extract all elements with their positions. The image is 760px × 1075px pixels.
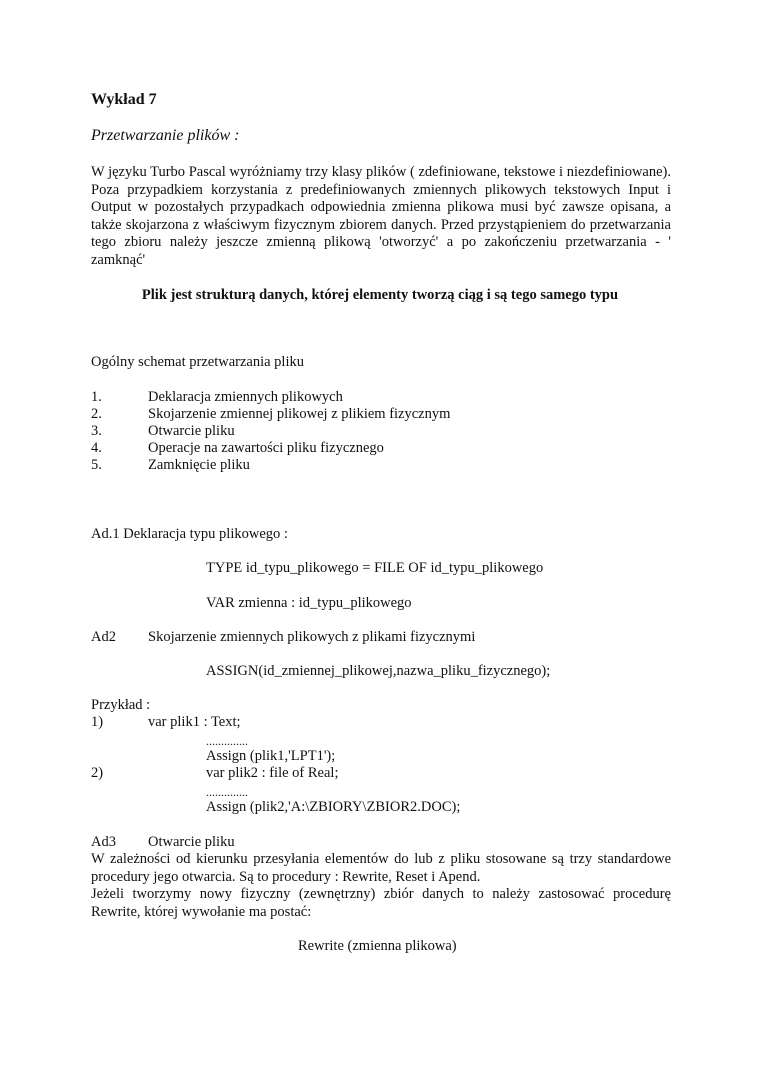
step-number: 5. — [91, 457, 102, 473]
intro-paragraph: W języku Turbo Pascal wyróżniamy trzy klasy plików ( zdefiniowane, tekstowe i niezdefiniowane). Poza przypadkiem korzystania z predefiniowanych zmiennych plikowych tekstowych Input i Output w pozostałych przypadkach odpowiednia zmienna plikowa musi być zawsze opisana, a także skojarzona z właściwym fizycznym zbiorem danych. Przed przystąpieniem do przetwarzania tego zbioru należy jeszcze zmienną plikową 'otworzyć' a po zakończeniu przetwarzania - ' zamknąć' — [91, 164, 671, 268]
ad3-label: Ad3 — [91, 834, 116, 850]
step-text: Zamknięcie pliku — [148, 457, 250, 473]
step-text: Operacje na zawartości pliku fizycznego — [148, 440, 384, 456]
example-code-line: Assign (plik2,'A:\ZBIORY\ZBIOR2.DOC); — [206, 799, 461, 815]
ad3-paragraph: Jeżeli tworzymy nowy fizyczny (zewnętrzny) zbiór danych to należy zastosować procedurę Rewrite, której wywołanie ma postać: — [91, 886, 671, 920]
code-assign: ASSIGN(id_zmiennej_plikowej,nazwa_pliku_fizycznego); — [206, 663, 551, 679]
schema-heading: Ogólny schemat przetwarzania pliku — [91, 354, 304, 370]
section-subtitle: Przetwarzanie plików : — [91, 127, 240, 144]
example-number: 2) — [91, 765, 104, 781]
ad2-label: Ad2 — [91, 629, 116, 645]
code-type-declaration: TYPE id_typu_plikowego = FILE OF id_typu_plikowego — [206, 560, 544, 576]
step-text: Deklaracja zmiennych plikowych — [148, 389, 343, 405]
example-number: 1) — [91, 714, 104, 730]
example-heading: Przykład : — [91, 697, 151, 713]
ad3-heading: Otwarcie pliku — [148, 834, 235, 850]
page-title: Wykład 7 — [91, 91, 157, 108]
code-rewrite: Rewrite (zmienna plikowa) — [298, 938, 457, 954]
step-text: Otwarcie pliku — [148, 423, 235, 439]
example-code-line: var plik1 : Text; — [148, 714, 241, 730]
ad2-heading: Skojarzenie zmiennych plikowych z plikami fizycznymi — [148, 629, 476, 645]
example-code-line: var plik2 : file of Real; — [206, 765, 339, 781]
example-code-line: Assign (plik1,'LPT1'); — [206, 748, 336, 764]
example-ellipsis: .............. — [206, 785, 248, 799]
example-ellipsis: .............. — [206, 734, 248, 748]
code-var-declaration: VAR zmienna : id_typu_plikowego — [206, 595, 412, 611]
step-number: 3. — [91, 423, 102, 439]
definition-statement: Plik jest strukturą danych, której elementy tworzą ciąg i są tego samego typu — [141, 287, 619, 303]
ad1-heading: Ad.1 Deklaracja typu plikowego : — [91, 526, 288, 542]
step-number: 4. — [91, 440, 102, 456]
step-number: 1. — [91, 389, 102, 405]
ad3-paragraph: W zależności od kierunku przesyłania elementów do lub z pliku stosowane są trzy standardowe procedury jego otwarcia. Są to procedury : Rewrite, Reset i Apend. — [91, 851, 671, 885]
step-text: Skojarzenie zmiennej plikowej z plikiem fizycznym — [148, 406, 451, 422]
step-number: 2. — [91, 406, 102, 422]
